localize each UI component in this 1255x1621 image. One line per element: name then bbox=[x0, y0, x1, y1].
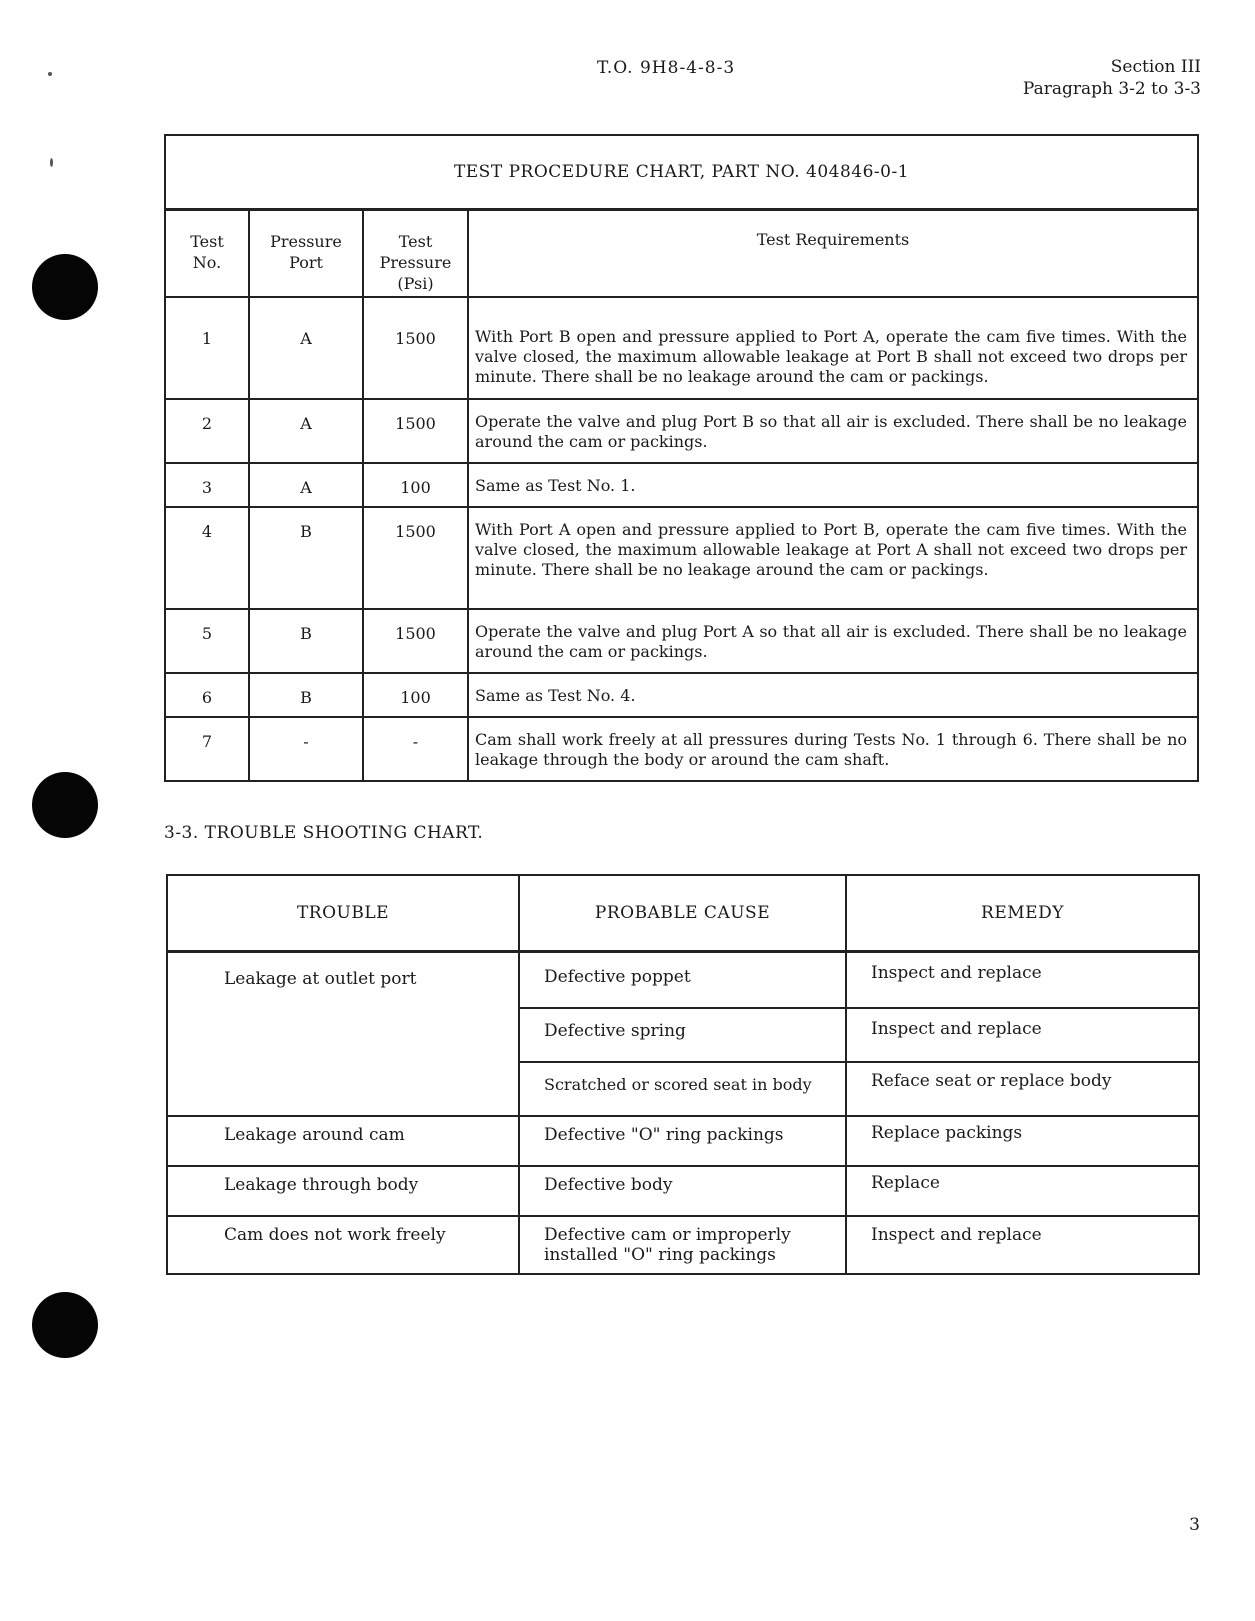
pressure-port: A bbox=[249, 297, 363, 399]
scan-speck bbox=[48, 72, 52, 76]
test-chart-title: TEST PROCEDURE CHART, PART NO. 404846-0-1 bbox=[165, 135, 1198, 210]
pressure-port: B bbox=[249, 507, 363, 609]
table-header-row bbox=[167, 875, 1199, 952]
test-number: 1 bbox=[165, 297, 249, 399]
test-requirements: Same as Test No. 1. bbox=[468, 463, 1198, 507]
pressure-port: A bbox=[249, 399, 363, 463]
test-number: 7 bbox=[165, 717, 249, 781]
binder-hole-middle bbox=[32, 772, 98, 838]
remedy-cell: Inspect and replace bbox=[846, 952, 1199, 1009]
test-requirements: Operate the valve and plug Port B so that all air is excluded. There shall be no leakage around the cam or packings. bbox=[468, 399, 1198, 463]
pressure-port: B bbox=[249, 609, 363, 673]
test-requirements: Same as Test No. 4. bbox=[468, 673, 1198, 717]
col-header-line: Port bbox=[289, 253, 323, 272]
cause-cell: Scratched or scored seat in body bbox=[519, 1062, 846, 1116]
table-row bbox=[165, 297, 1198, 399]
test-number: 3 bbox=[165, 463, 249, 507]
col-header-line: Pressure bbox=[379, 253, 452, 272]
pressure-port: - bbox=[249, 717, 363, 781]
table-row bbox=[165, 717, 1198, 781]
table-row bbox=[167, 952, 1199, 1009]
test-requirements: With Port B open and pressure applied to Port A, operate the cam five times. With the valve closed, the maximum allowable leakage at Port B shall not exceed two drops per minute. There shall be no leakage around the cam or packings. bbox=[468, 297, 1198, 399]
pressure-port: B bbox=[249, 673, 363, 717]
test-pressure: 100 bbox=[363, 463, 468, 507]
table-row bbox=[165, 673, 1198, 717]
table-title-row bbox=[165, 135, 1198, 210]
page-number: 3 bbox=[1189, 1515, 1200, 1535]
remedy-cell: Replace packings bbox=[846, 1116, 1199, 1166]
table-row bbox=[165, 463, 1198, 507]
trouble-cell: Leakage at outlet port bbox=[167, 952, 519, 1117]
table-row bbox=[165, 609, 1198, 673]
section-heading: 3-3. TROUBLE SHOOTING CHART. bbox=[164, 823, 484, 843]
binder-hole-bottom bbox=[32, 1292, 98, 1358]
test-pressure: 1500 bbox=[363, 297, 468, 399]
col-header-test-no bbox=[165, 210, 249, 298]
test-number: 5 bbox=[165, 609, 249, 673]
trouble-shooting-table bbox=[166, 874, 1200, 1275]
cause-cell: Defective body bbox=[519, 1166, 846, 1216]
col-header-line: Test bbox=[398, 232, 433, 251]
table-header-row bbox=[165, 210, 1198, 298]
col-header-line: Test bbox=[190, 232, 224, 251]
remedy-cell: Inspect and replace bbox=[846, 1008, 1199, 1062]
test-requirements: With Port A open and pressure applied to Port B, operate the cam five times. With the valve closed, the maximum allowable leakage at Port A shall not exceed two drops per minute. There shall be no leakage around the cam or packings. bbox=[468, 507, 1198, 609]
col-header-line: (Psi) bbox=[397, 274, 434, 293]
remedy-cell: Reface seat or replace body bbox=[846, 1062, 1199, 1116]
remedy-cell: Replace bbox=[846, 1166, 1199, 1216]
col-header-line: No. bbox=[192, 253, 222, 272]
col-header-line: Pressure bbox=[270, 232, 342, 251]
binder-hole-top bbox=[32, 254, 98, 320]
section-label: Section III bbox=[1110, 57, 1201, 77]
cause-cell: Defective cam or improperly installed "O" ring packings bbox=[519, 1216, 846, 1274]
col-header-probable-cause: PROBABLE CAUSE bbox=[519, 875, 846, 952]
col-header-trouble: TROUBLE bbox=[167, 875, 519, 952]
test-pressure: 1500 bbox=[363, 507, 468, 609]
test-pressure: 1500 bbox=[363, 399, 468, 463]
test-procedure-table bbox=[164, 134, 1199, 782]
test-pressure: 1500 bbox=[363, 609, 468, 673]
col-header-remedy: REMEDY bbox=[846, 875, 1199, 952]
table-row bbox=[167, 1116, 1199, 1166]
table-row bbox=[165, 507, 1198, 609]
test-requirements: Cam shall work freely at all pressures during Tests No. 1 through 6. There shall be no leakage through the body or around the cam shaft. bbox=[468, 717, 1198, 781]
table-row bbox=[165, 399, 1198, 463]
remedy-cell: Inspect and replace bbox=[846, 1216, 1199, 1274]
trouble-cell: Cam does not work freely bbox=[167, 1216, 519, 1274]
paragraph-label: Paragraph 3-2 to 3-3 bbox=[1022, 79, 1201, 99]
col-header-requirements: Test Requirements bbox=[468, 210, 1198, 298]
test-number: 4 bbox=[165, 507, 249, 609]
cause-cell: Defective poppet bbox=[519, 952, 846, 1009]
col-header-test-pressure bbox=[363, 210, 468, 298]
document-number: T.O. 9H8-4-8-3 bbox=[597, 58, 736, 78]
scan-speck bbox=[50, 158, 53, 167]
trouble-cell: Leakage through body bbox=[167, 1166, 519, 1216]
cause-cell: Defective "O" ring packings bbox=[519, 1116, 846, 1166]
table-row bbox=[167, 1216, 1199, 1274]
col-header-pressure-port bbox=[249, 210, 363, 298]
trouble-cell: Leakage around cam bbox=[167, 1116, 519, 1166]
section-reference bbox=[1023, 56, 1201, 100]
pressure-port: A bbox=[249, 463, 363, 507]
test-requirements: Operate the valve and plug Port A so that all air is excluded. There shall be no leakage around the cam or packings. bbox=[468, 609, 1198, 673]
test-pressure: - bbox=[363, 717, 468, 781]
cause-cell: Defective spring bbox=[519, 1008, 846, 1062]
table-row bbox=[167, 1166, 1199, 1216]
test-pressure: 100 bbox=[363, 673, 468, 717]
test-number: 6 bbox=[165, 673, 249, 717]
test-number: 2 bbox=[165, 399, 249, 463]
